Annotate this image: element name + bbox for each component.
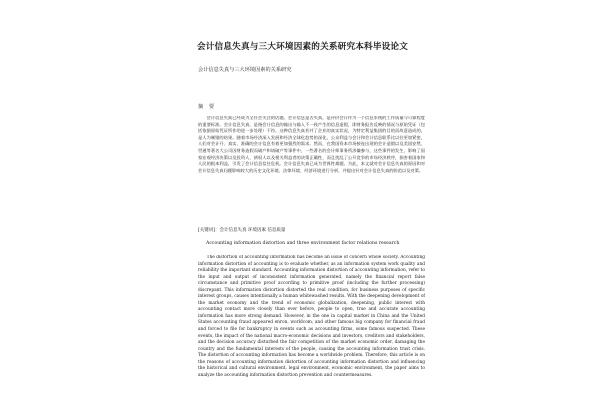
document-title: 会计信息失真与三大环境因素的关系研究本科毕设论文	[196, 42, 409, 52]
chinese-abstract: 会计信息失真已经成为全社会关注的话题。会计信息是否失真，是评价会计作为一个信息系统的工作质量与可靠程度的重要标准。会计信息失真，是指会计信息的输出与输入不一致产生的信息虚假，即财务报告反映的情况与原始凭证（包括依据原始凭证所作的进一步处理）不符。这种信息失真若并了企业的真实状况，为特定利益集团的目的而故意造成的，是人为制错的结果。随着市场经济深入发展和经济全球化趋势的深化，公众利益与会计和会计信息联系比以往更加紧密，人们对会计开、真实、准确的会计信息有着更加强烈的需求。然而，在我国资本市场接连出现的会计造假以及美国安然、世通等著名大公司因财务造假而破产和请破产等事件中，一些著名的会计师事务所涉嫌参与，这些事件的发生，影响了国家宏观经济决策以及投资人、债权人以及相关利益者的决策正确性，而且扰乱了公开竞争的市场经济秩序，损害着国家和人民的根本利益，引发了会计信息信任危机。会计信息失真已成为世界性难题。为此，本文就对会计信息失真的原因和对会计信息失真问题影响较大的历史文化环境、法律环境、经济环境进行分析，并提出针对会计信息失真的防范以及对策。	[198, 116, 425, 174]
abstract-heading: 摘 要	[198, 104, 217, 110]
document-subtitle: 会计信息失真与三大环境因素的关系研究	[198, 67, 292, 73]
english-title: Accounting information distortion and three environment factor relations research	[206, 241, 400, 246]
document-content	[180, 40, 425, 379]
keywords: [关键词]：会计信息失真 环境因素 信息质量	[198, 228, 286, 233]
english-abstract: The distortion of accounting information has become an issue of concern whole society. Accounting information distortion of accounting is to evaluate whether, as an information system work quality and reliability the important standard. Accounting information distortion of accounting information, refer to the input and output of inconsistent information generated, namely the financial report false circumstance and primitive proof according to primitive proof (including the further processing) discrepant. This information distortion distorted the real condition, for business purposes of specific interest groups, causes intentionally a human whitewashed results. With the deepening development of the market economy and the trend of economic globalization, deepening, public interest with accounting contact more closely than ever before, people to open, true and accurate accounting information has more strong demand. However, in the one in capital market in China and the United States accounting fraud appeared enron, worldcom, and other famous big company for financial fraud and forced to file for bankruptcy in events such as accounting firms, some famous suspected. These events, the impact of the national macro-economic decisions and investors, creditors and stakeholders, and the decision accuracy disturbed the fair competition of the market economic order, damaging the country and the fundamental interests of the people, causing the accounting information trust crisis. The distortion of accounting information has become a worldwide problem. Therefore, this article is on the reasons of accounting information distortion of accounting information distortion and influencing the historical and cultural environment, legal environment, economic environment, the paper aims to analyze the accounting information distortion prevention and countermeasures.	[198, 255, 425, 378]
